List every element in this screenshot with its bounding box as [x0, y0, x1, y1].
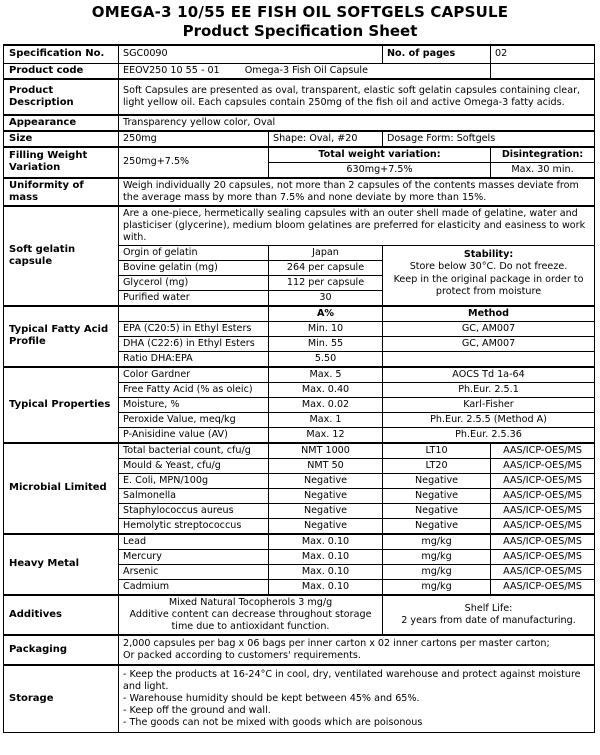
packaging-cell — [119, 635, 595, 665]
storage-row — [4, 665, 595, 733]
property-value: Max. 5 — [269, 367, 383, 383]
microbial-name: Salmonella — [119, 488, 269, 503]
microbial-name: Mould & Yeast, cfu/g — [119, 458, 269, 473]
heavy-metal-name: Cadmium — [119, 579, 269, 595]
packaging-line-1: 2,000 capsules per bag x 06 bags per inner carton x 02 inner cartons per master carton; — [123, 637, 550, 649]
size-label: Size — [4, 131, 119, 147]
property-method: Ph.Eur. 2.5.36 — [383, 427, 595, 443]
fatty-row-name: EPA (C20:5) in Ethyl Esters — [119, 321, 269, 336]
uniformity-label: Uniformity of mass — [4, 178, 119, 206]
spec-number-row — [4, 45, 595, 63]
product-name: Omega-3 Fish Oil Capsule — [244, 64, 368, 76]
property-value: Max. 0.40 — [269, 382, 383, 397]
fatty-header-row — [4, 306, 595, 322]
heavy-metal-unit: mg/kg — [383, 579, 491, 595]
stability-line-2: Keep in the original package in order to protect from moisture — [393, 273, 584, 297]
fatty-col-a: A% — [269, 306, 383, 322]
fatty-row-value: Min. 10 — [269, 321, 383, 336]
storage-line: - Keep off the ground and wall. — [123, 704, 271, 716]
property-method: Ph.Eur. 2.5.5 (Method A) — [383, 412, 595, 427]
property-name: P-Anisidine value (AV) — [119, 427, 269, 443]
fatty-row-method — [383, 351, 595, 367]
microbial-result: Negative — [383, 518, 491, 534]
heavy-metal-unit: mg/kg — [383, 549, 491, 564]
gelatin-row-name: Glycerol (mg) — [119, 275, 269, 290]
gelatin-row-value: 112 per capsule — [269, 275, 383, 290]
property-name: Peroxide Value, meq/kg — [119, 412, 269, 427]
microbial-result: Negative — [383, 503, 491, 518]
heavy-metal-value: Max. 0.10 — [269, 549, 383, 564]
fatty-row-name: Ratio DHA:EPA — [119, 351, 269, 367]
shelf-life-cell — [383, 595, 595, 635]
disintegration-value: Max. 30 min. — [491, 162, 595, 178]
gelatin-row-name: Purified water — [119, 290, 269, 306]
microbial-method: AAS/ICP-OES/MS — [491, 443, 595, 459]
fatty-row-method: GC, AM007 — [383, 321, 595, 336]
microbial-name: Hemolytic streptococcus — [119, 518, 269, 534]
fatty-row-value: Min. 55 — [269, 336, 383, 351]
total-weight-value: 630mg+7.5% — [269, 162, 491, 178]
description-text: Soft Capsules are presented as oval, transparent, elastic soft gelatin capsules containing clear, light yellow oil. Each capsules contain 250mg of the fish oil and active Omega-3 fatty acids. — [119, 79, 595, 115]
storage-label: Storage — [4, 665, 119, 733]
property-name: Free Fatty Acid (% as oleic) — [119, 382, 269, 397]
heavy-metal-unit: mg/kg — [383, 534, 491, 550]
gelatin-row-value: 264 per capsule — [269, 260, 383, 275]
product-code-row — [4, 63, 595, 79]
additives-line-2: Additive content can decrease throughout storage time due to antioxidant function. — [129, 608, 372, 632]
heavy-metal-value: Max. 0.10 — [269, 564, 383, 579]
heavy-metal-method: AAS/ICP-OES/MS — [491, 564, 595, 579]
filling-row-1 — [4, 147, 595, 163]
property-value: Max. 12 — [269, 427, 383, 443]
product-code-label: Product code — [4, 63, 119, 79]
microbial-result: LT20 — [383, 458, 491, 473]
microbial-method: AAS/ICP-OES/MS — [491, 458, 595, 473]
properties-label: Typical Properties — [4, 367, 119, 443]
packaging-row — [4, 635, 595, 665]
additives-row — [4, 595, 595, 635]
gelatin-intro-row — [4, 206, 595, 246]
storage-cell — [119, 665, 595, 733]
gelatin-row-value: 30 — [269, 290, 383, 306]
microbial-value: NMT 50 — [269, 458, 383, 473]
microbial-label: Microbial Limited — [4, 443, 119, 534]
document-subtitle: Product Specification Sheet — [182, 22, 418, 40]
storage-line: - The goods can not be mixed with goods which are poisonous — [123, 716, 423, 728]
additives-cell — [119, 595, 383, 635]
property-method: Ph.Eur. 2.5.1 — [383, 382, 595, 397]
description-row — [4, 79, 595, 115]
microbial-result: LT10 — [383, 443, 491, 459]
property-value: Max. 1 — [269, 412, 383, 427]
microbial-value: Negative — [269, 473, 383, 488]
appearance-row — [4, 115, 595, 131]
stability-label: Stability: — [463, 248, 514, 260]
description-label: Product Description — [4, 79, 119, 115]
fatty-col-method: Method — [383, 306, 595, 322]
heavy-metal-value: Max. 0.10 — [269, 579, 383, 595]
appearance-label: Appearance — [4, 115, 119, 131]
microbial-result: Negative — [383, 473, 491, 488]
microbial-name: E. Coli, MPN/100g — [119, 473, 269, 488]
fatty-row-method: GC, AM007 — [383, 336, 595, 351]
size-shape: Shape: Oval, #20 — [269, 131, 383, 147]
gelatin-intro: Are a one-piece, hermetically sealing capsules with an outer shell made of gelatine, water and plasticiser (glycerine), medium bloom gelatines are preferred for elasticity and easiness to work with. — [119, 206, 595, 246]
heavy-metal-name: Arsenic — [119, 564, 269, 579]
microbial-result: Negative — [383, 488, 491, 503]
gelatin-row-value: Japan — [269, 245, 383, 260]
size-row — [4, 131, 595, 147]
filling-label: Filling Weight Variation — [4, 147, 119, 178]
microbial-method: AAS/ICP-OES/MS — [491, 518, 595, 534]
appearance-text: Transparency yellow color, Oval — [119, 115, 595, 131]
uniformity-row — [4, 178, 595, 206]
fatty-header-empty — [119, 306, 269, 322]
spec-number-label: Specification No. — [4, 45, 119, 63]
microbial-row — [4, 443, 595, 459]
microbial-name: Staphylococcus aureus — [119, 503, 269, 518]
product-code-value — [119, 63, 491, 79]
uniformity-text: Weigh individually 20 capsules, not more than 2 capsules of the contents masses deviate from the average mass by more than 7.5% and none deviate by more than 15%. — [119, 178, 595, 206]
property-value: Max. 0.02 — [269, 397, 383, 412]
shelf-life-text: 2 years from date of manufacturing. — [401, 614, 576, 626]
shelf-life-label: Shelf Life: — [464, 602, 513, 614]
storage-line: - Keep the products at 16-24°C in cool, dry, ventilated warehouse and protect against moisture and light. — [123, 668, 581, 692]
total-weight-label: Total weight variation: — [269, 147, 491, 163]
size-value: 250mg — [119, 131, 269, 147]
microbial-name: Total bacterial count, cfu/g — [119, 443, 269, 459]
microbial-value: Negative — [269, 488, 383, 503]
property-row — [4, 367, 595, 383]
heavy-metal-name: Lead — [119, 534, 269, 550]
heavy-metal-value: Max. 0.10 — [269, 534, 383, 550]
pages-value: 02 — [491, 45, 595, 63]
property-name: Color Gardner — [119, 367, 269, 383]
heavy-metal-method: AAS/ICP-OES/MS — [491, 534, 595, 550]
gelatin-row-name: Bovine gelatin (mg) — [119, 260, 269, 275]
size-dosage: Dosage Form: Softgels — [383, 131, 595, 147]
heavy-metal-name: Mercury — [119, 549, 269, 564]
heavy-metal-unit: mg/kg — [383, 564, 491, 579]
additives-label: Additives — [4, 595, 119, 635]
gelatin-label: Soft gelatin capsule — [4, 206, 119, 306]
microbial-value: Negative — [269, 518, 383, 534]
filling-value: 250mg+7.5% — [119, 147, 269, 178]
heavy-metal-method: AAS/ICP-OES/MS — [491, 579, 595, 595]
stability-cell — [383, 245, 595, 306]
storage-line: - Warehouse humidity should be kept between 45% and 65%. — [123, 692, 420, 704]
additives-line-1: Mixed Natural Tocopherols 3 mg/g — [168, 596, 333, 608]
packaging-label: Packaging — [4, 635, 119, 665]
fatty-label: Typical Fatty Acid Profile — [4, 306, 119, 367]
microbial-method: AAS/ICP-OES/MS — [491, 473, 595, 488]
property-method: AOCS Td 1a-64 — [383, 367, 595, 383]
fatty-row-name: DHA (C22:6) in Ethyl Esters — [119, 336, 269, 351]
microbial-method: AAS/ICP-OES/MS — [491, 503, 595, 518]
gelatin-row-name: Orgin of gelatin — [119, 245, 269, 260]
heavy-metal-method: AAS/ICP-OES/MS — [491, 549, 595, 564]
product-code: EEOV250 10 55 - 01 — [123, 64, 220, 76]
product-code-empty-cell — [491, 63, 595, 79]
specification-table — [3, 44, 595, 733]
heavy-metal-label: Heavy Metal — [4, 534, 119, 595]
packaging-line-2: Or packed according to customers' requirements. — [123, 649, 361, 661]
pages-label: No. of pages — [383, 45, 491, 63]
heavy-metal-row — [4, 534, 595, 550]
microbial-value: NMT 1000 — [269, 443, 383, 459]
property-method: Karl-Fisher — [383, 397, 595, 412]
stability-line-1: Store below 30°C. Do not freeze. — [409, 261, 568, 272]
microbial-method: AAS/ICP-OES/MS — [491, 488, 595, 503]
microbial-value: Negative — [269, 503, 383, 518]
spec-number-value: SGC0090 — [119, 45, 383, 63]
document-header — [0, 0, 600, 41]
fatty-row-value: 5.50 — [269, 351, 383, 367]
document-title: OMEGA-3 10/55 EE FISH OIL SOFTGELS CAPSULE — [91, 3, 509, 21]
disintegration-label: Disintegration: — [491, 147, 595, 163]
property-name: Moisture, % — [119, 397, 269, 412]
